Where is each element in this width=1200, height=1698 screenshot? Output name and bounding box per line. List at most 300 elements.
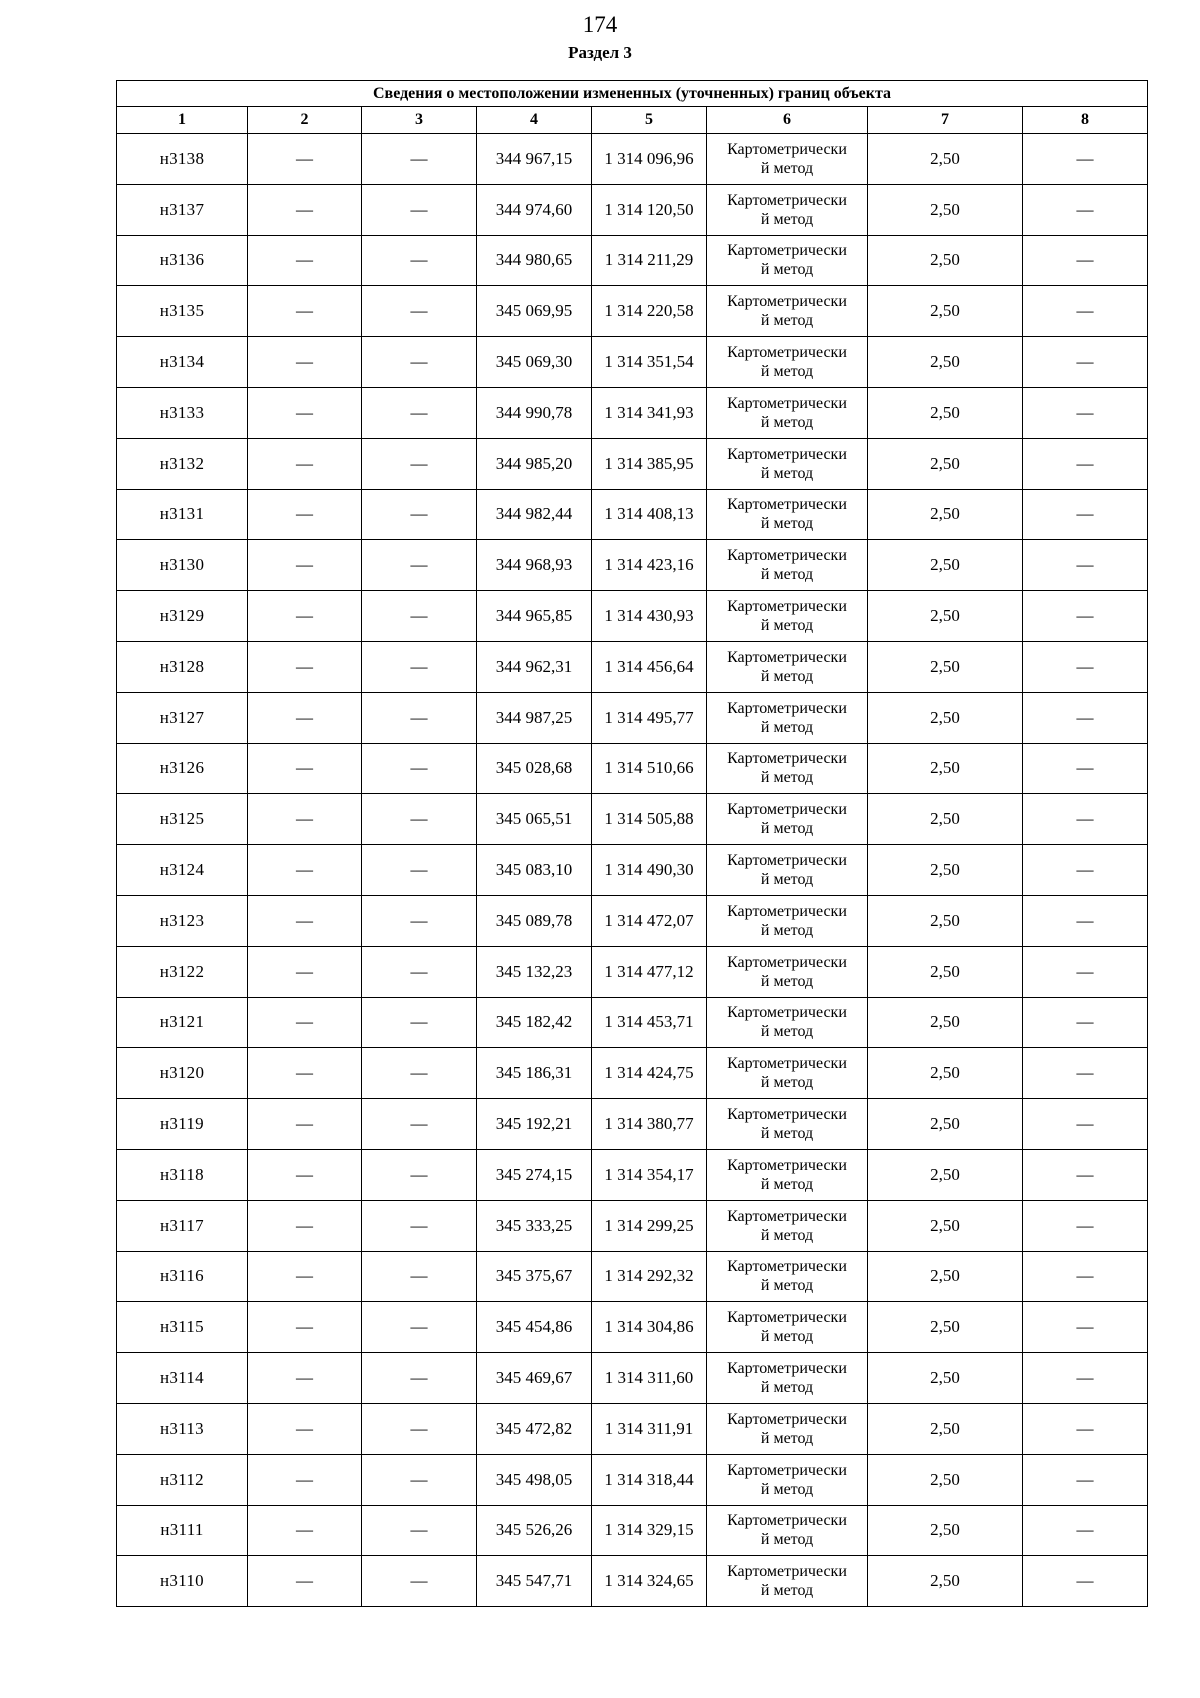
x-coordinate-cell: 344 968,93 — [477, 540, 592, 591]
method-text-line1: Картометрически — [727, 394, 847, 412]
empty-dash-cell: — — [248, 743, 362, 794]
empty-dash-cell: — — [362, 1353, 477, 1404]
accuracy-cell: 2,50 — [868, 1556, 1023, 1607]
x-coordinate-cell: 344 982,44 — [477, 489, 592, 540]
method-cell — [707, 337, 868, 388]
method-text-line2: й метод — [760, 1125, 814, 1143]
y-coordinate-cell: 1 314 380,77 — [592, 1099, 707, 1150]
y-coordinate-cell: 1 314 292,32 — [592, 1251, 707, 1302]
method-cell — [707, 438, 868, 489]
empty-dash-cell: — — [1023, 1200, 1148, 1251]
method-cell — [707, 387, 868, 438]
empty-dash-cell: — — [1023, 184, 1148, 235]
method-text-line2: й метод — [760, 617, 814, 635]
method-cell — [707, 540, 868, 591]
point-id-cell: н3116 — [117, 1251, 248, 1302]
boundary-coordinates-table — [116, 80, 1148, 1607]
table-row — [117, 286, 1148, 337]
point-id-cell: н3128 — [117, 641, 248, 692]
method-cell — [707, 794, 868, 845]
method-text-line2: й метод — [760, 515, 814, 533]
method-text-line2: й метод — [760, 363, 814, 381]
method-text-line2: й метод — [760, 1379, 814, 1397]
x-coordinate-cell: 345 069,95 — [477, 286, 592, 337]
column-number: 4 — [477, 107, 592, 134]
x-coordinate-cell: 344 990,78 — [477, 387, 592, 438]
method-cell — [707, 286, 868, 337]
accuracy-cell: 2,50 — [868, 1454, 1023, 1505]
y-coordinate-cell: 1 314 220,58 — [592, 286, 707, 337]
empty-dash-cell: — — [362, 946, 477, 997]
point-id-cell: н3117 — [117, 1200, 248, 1251]
table-row — [117, 692, 1148, 743]
empty-dash-cell: — — [248, 794, 362, 845]
empty-dash-cell: — — [248, 337, 362, 388]
accuracy-cell: 2,50 — [868, 895, 1023, 946]
method-cell — [707, 1200, 868, 1251]
method-text-line1: Картометрически — [727, 1563, 847, 1581]
empty-dash-cell: — — [248, 692, 362, 743]
point-id-cell: н3137 — [117, 184, 248, 235]
point-id-cell: н3133 — [117, 387, 248, 438]
table-row — [117, 895, 1148, 946]
empty-dash-cell: — — [362, 286, 477, 337]
x-coordinate-cell: 345 182,42 — [477, 997, 592, 1048]
table-row — [117, 1556, 1148, 1607]
y-coordinate-cell: 1 314 120,50 — [592, 184, 707, 235]
empty-dash-cell: — — [362, 997, 477, 1048]
point-id-cell: н3138 — [117, 134, 248, 185]
x-coordinate-cell: 344 967,15 — [477, 134, 592, 185]
empty-dash-cell: — — [248, 895, 362, 946]
empty-dash-cell: — — [248, 591, 362, 642]
table-row — [117, 845, 1148, 896]
method-text-line2: й метод — [760, 1531, 814, 1549]
table-row — [117, 540, 1148, 591]
empty-dash-cell: — — [248, 1403, 362, 1454]
method-cell — [707, 134, 868, 185]
method-text-line2: й метод — [760, 1175, 814, 1193]
method-text-line2: й метод — [760, 464, 814, 482]
table-row — [117, 794, 1148, 845]
accuracy-cell: 2,50 — [868, 1353, 1023, 1404]
method-text-line2: й метод — [760, 413, 814, 431]
y-coordinate-cell: 1 314 430,93 — [592, 591, 707, 642]
method-text-line1: Картометрически — [727, 801, 847, 819]
empty-dash-cell: — — [1023, 1556, 1148, 1607]
empty-dash-cell: — — [248, 489, 362, 540]
table-row — [117, 438, 1148, 489]
table-row — [117, 134, 1148, 185]
method-text-line1: Картометрически — [727, 547, 847, 565]
x-coordinate-cell: 345 274,15 — [477, 1149, 592, 1200]
y-coordinate-cell: 1 314 423,16 — [592, 540, 707, 591]
accuracy-cell: 2,50 — [868, 1048, 1023, 1099]
column-number: 8 — [1023, 107, 1148, 134]
method-text-line1: Картометрически — [727, 1055, 847, 1073]
y-coordinate-cell: 1 314 329,15 — [592, 1505, 707, 1556]
empty-dash-cell: — — [1023, 895, 1148, 946]
accuracy-cell: 2,50 — [868, 184, 1023, 235]
method-text-line1: Картометрически — [727, 1512, 847, 1530]
x-coordinate-cell: 345 498,05 — [477, 1454, 592, 1505]
table-row — [117, 337, 1148, 388]
point-id-cell: н3132 — [117, 438, 248, 489]
x-coordinate-cell: 345 186,31 — [477, 1048, 592, 1099]
accuracy-cell: 2,50 — [868, 337, 1023, 388]
method-cell — [707, 743, 868, 794]
table-row — [117, 1505, 1148, 1556]
x-coordinate-cell: 345 192,21 — [477, 1099, 592, 1150]
empty-dash-cell: — — [248, 1454, 362, 1505]
empty-dash-cell: — — [248, 540, 362, 591]
point-id-cell: н3135 — [117, 286, 248, 337]
accuracy-cell: 2,50 — [868, 235, 1023, 286]
table-row — [117, 997, 1148, 1048]
y-coordinate-cell: 1 314 318,44 — [592, 1454, 707, 1505]
empty-dash-cell: — — [248, 134, 362, 185]
empty-dash-cell: — — [248, 1099, 362, 1150]
y-coordinate-cell: 1 314 385,95 — [592, 438, 707, 489]
method-text-line2: й метод — [760, 312, 814, 330]
point-id-cell: н3121 — [117, 997, 248, 1048]
y-coordinate-cell: 1 314 456,64 — [592, 641, 707, 692]
empty-dash-cell: — — [362, 184, 477, 235]
point-id-cell: н3129 — [117, 591, 248, 642]
empty-dash-cell: — — [1023, 591, 1148, 642]
accuracy-cell: 2,50 — [868, 286, 1023, 337]
empty-dash-cell: — — [362, 743, 477, 794]
empty-dash-cell: — — [362, 1200, 477, 1251]
method-cell — [707, 1048, 868, 1099]
empty-dash-cell: — — [1023, 1048, 1148, 1099]
method-text-line1: Картометрически — [727, 1207, 847, 1225]
method-text-line1: Картометрически — [727, 1461, 847, 1479]
empty-dash-cell: — — [1023, 438, 1148, 489]
method-text-line2: й метод — [760, 820, 814, 838]
empty-dash-cell: — — [1023, 235, 1148, 286]
table-row — [117, 235, 1148, 286]
empty-dash-cell: — — [1023, 540, 1148, 591]
column-number: 7 — [868, 107, 1023, 134]
method-text-line2: й метод — [760, 871, 814, 889]
accuracy-cell: 2,50 — [868, 1099, 1023, 1150]
section-title: Раздел 3 — [568, 43, 632, 62]
x-coordinate-cell: 344 974,60 — [477, 184, 592, 235]
y-coordinate-cell: 1 314 311,91 — [592, 1403, 707, 1454]
point-id-cell: н3130 — [117, 540, 248, 591]
method-text-line2: й метод — [760, 718, 814, 736]
accuracy-cell: 2,50 — [868, 692, 1023, 743]
y-coordinate-cell: 1 314 341,93 — [592, 387, 707, 438]
method-text-line1: Картометрически — [727, 1156, 847, 1174]
method-cell — [707, 184, 868, 235]
method-text-line2: й метод — [760, 1480, 814, 1498]
empty-dash-cell: — — [362, 591, 477, 642]
table-caption: Сведения о местоположении измененных (уточненных) границ объекта — [117, 81, 1148, 107]
point-id-cell: н3122 — [117, 946, 248, 997]
empty-dash-cell: — — [248, 438, 362, 489]
table-row — [117, 1200, 1148, 1251]
empty-dash-cell: — — [1023, 743, 1148, 794]
empty-dash-cell: — — [362, 641, 477, 692]
method-cell — [707, 895, 868, 946]
table-row — [117, 591, 1148, 642]
x-coordinate-cell: 345 526,26 — [477, 1505, 592, 1556]
accuracy-cell: 2,50 — [868, 1200, 1023, 1251]
method-cell — [707, 641, 868, 692]
page-number: 174 — [582, 12, 618, 37]
empty-dash-cell: — — [362, 134, 477, 185]
accuracy-cell: 2,50 — [868, 997, 1023, 1048]
method-cell — [707, 946, 868, 997]
y-coordinate-cell: 1 314 408,13 — [592, 489, 707, 540]
method-text-line1: Картометрически — [727, 1106, 847, 1124]
table-row — [117, 946, 1148, 997]
method-text-line1: Картометрически — [727, 1410, 847, 1428]
table-row — [117, 641, 1148, 692]
empty-dash-cell: — — [1023, 845, 1148, 896]
x-coordinate-cell: 345 472,82 — [477, 1403, 592, 1454]
method-cell — [707, 1454, 868, 1505]
empty-dash-cell: — — [248, 997, 362, 1048]
empty-dash-cell: — — [248, 1556, 362, 1607]
method-text-line1: Картометрически — [727, 445, 847, 463]
empty-dash-cell: — — [1023, 1454, 1148, 1505]
empty-dash-cell: — — [1023, 387, 1148, 438]
method-text-line1: Картометрически — [727, 1258, 847, 1276]
column-number: 1 — [117, 107, 248, 134]
method-text-line1: Картометрически — [727, 293, 847, 311]
method-text-line1: Картометрически — [727, 344, 847, 362]
empty-dash-cell: — — [362, 692, 477, 743]
accuracy-cell: 2,50 — [868, 743, 1023, 794]
accuracy-cell: 2,50 — [868, 1403, 1023, 1454]
point-id-cell: н3127 — [117, 692, 248, 743]
x-coordinate-cell: 345 454,86 — [477, 1302, 592, 1353]
empty-dash-cell: — — [248, 1149, 362, 1200]
method-text-line1: Картометрически — [727, 496, 847, 514]
y-coordinate-cell: 1 314 354,17 — [592, 1149, 707, 1200]
column-number: 2 — [248, 107, 362, 134]
y-coordinate-cell: 1 314 351,54 — [592, 337, 707, 388]
method-text-line2: й метод — [760, 210, 814, 228]
point-id-cell: н3115 — [117, 1302, 248, 1353]
accuracy-cell: 2,50 — [868, 1302, 1023, 1353]
empty-dash-cell: — — [1023, 1353, 1148, 1404]
empty-dash-cell: — — [1023, 794, 1148, 845]
method-text-line1: Картометрически — [727, 140, 847, 158]
accuracy-cell: 2,50 — [868, 134, 1023, 185]
accuracy-cell: 2,50 — [868, 540, 1023, 591]
method-cell — [707, 1251, 868, 1302]
accuracy-cell: 2,50 — [868, 438, 1023, 489]
empty-dash-cell: — — [1023, 489, 1148, 540]
method-text-line2: й метод — [760, 1023, 814, 1041]
x-coordinate-cell: 345 089,78 — [477, 895, 592, 946]
method-cell — [707, 591, 868, 642]
x-coordinate-cell: 344 985,20 — [477, 438, 592, 489]
x-coordinate-cell: 344 980,65 — [477, 235, 592, 286]
method-text-line2: й метод — [760, 769, 814, 787]
x-coordinate-cell: 345 469,67 — [477, 1353, 592, 1404]
method-text-line1: Картометрически — [727, 648, 847, 666]
x-coordinate-cell: 345 065,51 — [477, 794, 592, 845]
point-id-cell: н3126 — [117, 743, 248, 794]
method-text-line2: й метод — [760, 972, 814, 990]
y-coordinate-cell: 1 314 211,29 — [592, 235, 707, 286]
point-id-cell: н3118 — [117, 1149, 248, 1200]
empty-dash-cell: — — [1023, 134, 1148, 185]
point-id-cell: н3119 — [117, 1099, 248, 1150]
empty-dash-cell: — — [248, 1505, 362, 1556]
method-text-line1: Картометрически — [727, 1309, 847, 1327]
table-row — [117, 743, 1148, 794]
y-coordinate-cell: 1 314 424,75 — [592, 1048, 707, 1099]
y-coordinate-cell: 1 314 472,07 — [592, 895, 707, 946]
accuracy-cell: 2,50 — [868, 641, 1023, 692]
method-text-line1: Картометрически — [727, 750, 847, 768]
empty-dash-cell: — — [1023, 1149, 1148, 1200]
method-cell — [707, 1099, 868, 1150]
accuracy-cell: 2,50 — [868, 845, 1023, 896]
empty-dash-cell: — — [362, 845, 477, 896]
empty-dash-cell: — — [362, 1048, 477, 1099]
x-coordinate-cell: 345 028,68 — [477, 743, 592, 794]
x-coordinate-cell: 345 375,67 — [477, 1251, 592, 1302]
empty-dash-cell: — — [362, 1149, 477, 1200]
empty-dash-cell: — — [362, 1403, 477, 1454]
method-cell — [707, 997, 868, 1048]
table-row — [117, 184, 1148, 235]
empty-dash-cell: — — [362, 895, 477, 946]
empty-dash-cell: — — [362, 1505, 477, 1556]
empty-dash-cell: — — [248, 286, 362, 337]
table-row — [117, 489, 1148, 540]
method-text-line2: й метод — [760, 667, 814, 685]
y-coordinate-cell: 1 314 495,77 — [592, 692, 707, 743]
empty-dash-cell: — — [362, 1099, 477, 1150]
empty-dash-cell: — — [248, 641, 362, 692]
x-coordinate-cell: 345 333,25 — [477, 1200, 592, 1251]
empty-dash-cell: — — [1023, 286, 1148, 337]
empty-dash-cell: — — [362, 489, 477, 540]
y-coordinate-cell: 1 314 311,60 — [592, 1353, 707, 1404]
method-text-line1: Картометрически — [727, 852, 847, 870]
table-row — [117, 1302, 1148, 1353]
column-number: 3 — [362, 107, 477, 134]
point-id-cell: н3112 — [117, 1454, 248, 1505]
empty-dash-cell: — — [248, 1048, 362, 1099]
y-coordinate-cell: 1 314 490,30 — [592, 845, 707, 896]
empty-dash-cell: — — [1023, 946, 1148, 997]
empty-dash-cell: — — [362, 1454, 477, 1505]
table-row — [117, 1048, 1148, 1099]
empty-dash-cell: — — [1023, 997, 1148, 1048]
accuracy-cell: 2,50 — [868, 1505, 1023, 1556]
empty-dash-cell: — — [248, 184, 362, 235]
accuracy-cell: 2,50 — [868, 489, 1023, 540]
empty-dash-cell: — — [1023, 1099, 1148, 1150]
empty-dash-cell: — — [362, 337, 477, 388]
point-id-cell: н3113 — [117, 1403, 248, 1454]
table-row — [117, 1454, 1148, 1505]
x-coordinate-cell: 345 132,23 — [477, 946, 592, 997]
y-coordinate-cell: 1 314 299,25 — [592, 1200, 707, 1251]
method-cell — [707, 1302, 868, 1353]
empty-dash-cell: — — [1023, 1403, 1148, 1454]
method-text-line2: й метод — [760, 261, 814, 279]
method-text-line2: й метод — [760, 1226, 814, 1244]
point-id-cell: н3131 — [117, 489, 248, 540]
x-coordinate-cell: 344 965,85 — [477, 591, 592, 642]
point-id-cell: н3123 — [117, 895, 248, 946]
method-cell — [707, 845, 868, 896]
empty-dash-cell: — — [1023, 337, 1148, 388]
empty-dash-cell: — — [1023, 1505, 1148, 1556]
y-coordinate-cell: 1 314 324,65 — [592, 1556, 707, 1607]
empty-dash-cell: — — [248, 1302, 362, 1353]
empty-dash-cell: — — [248, 235, 362, 286]
point-id-cell: н3136 — [117, 235, 248, 286]
x-coordinate-cell: 344 962,31 — [477, 641, 592, 692]
empty-dash-cell: — — [362, 794, 477, 845]
table-row — [117, 387, 1148, 438]
empty-dash-cell: — — [362, 387, 477, 438]
empty-dash-cell: — — [362, 1251, 477, 1302]
method-text-line2: й метод — [760, 1429, 814, 1447]
empty-dash-cell: — — [1023, 1251, 1148, 1302]
method-text-line1: Картометрически — [727, 953, 847, 971]
accuracy-cell: 2,50 — [868, 946, 1023, 997]
method-text-line2: й метод — [760, 1074, 814, 1092]
table-row — [117, 1353, 1148, 1404]
method-text-line2: й метод — [760, 1582, 814, 1600]
method-cell — [707, 1353, 868, 1404]
method-cell — [707, 235, 868, 286]
x-coordinate-cell: 345 069,30 — [477, 337, 592, 388]
method-text-line2: й метод — [760, 1328, 814, 1346]
point-id-cell: н3110 — [117, 1556, 248, 1607]
empty-dash-cell: — — [248, 1353, 362, 1404]
point-id-cell: н3124 — [117, 845, 248, 896]
accuracy-cell: 2,50 — [868, 794, 1023, 845]
empty-dash-cell: — — [362, 1556, 477, 1607]
point-id-cell: н3134 — [117, 337, 248, 388]
method-text-line1: Картометрически — [727, 191, 847, 209]
y-coordinate-cell: 1 314 096,96 — [592, 134, 707, 185]
empty-dash-cell: — — [362, 438, 477, 489]
empty-dash-cell: — — [1023, 1302, 1148, 1353]
method-text-line1: Картометрически — [727, 242, 847, 260]
point-id-cell: н3114 — [117, 1353, 248, 1404]
method-text-line1: Картометрически — [727, 1360, 847, 1378]
y-coordinate-cell: 1 314 304,86 — [592, 1302, 707, 1353]
column-number: 5 — [592, 107, 707, 134]
method-cell — [707, 1403, 868, 1454]
x-coordinate-cell: 345 083,10 — [477, 845, 592, 896]
table-row — [117, 1149, 1148, 1200]
y-coordinate-cell: 1 314 505,88 — [592, 794, 707, 845]
method-cell — [707, 1149, 868, 1200]
column-number-row — [117, 107, 1148, 134]
y-coordinate-cell: 1 314 477,12 — [592, 946, 707, 997]
empty-dash-cell: — — [362, 1302, 477, 1353]
accuracy-cell: 2,50 — [868, 1251, 1023, 1302]
method-text-line2: й метод — [760, 921, 814, 939]
empty-dash-cell: — — [248, 1200, 362, 1251]
empty-dash-cell: — — [248, 1251, 362, 1302]
